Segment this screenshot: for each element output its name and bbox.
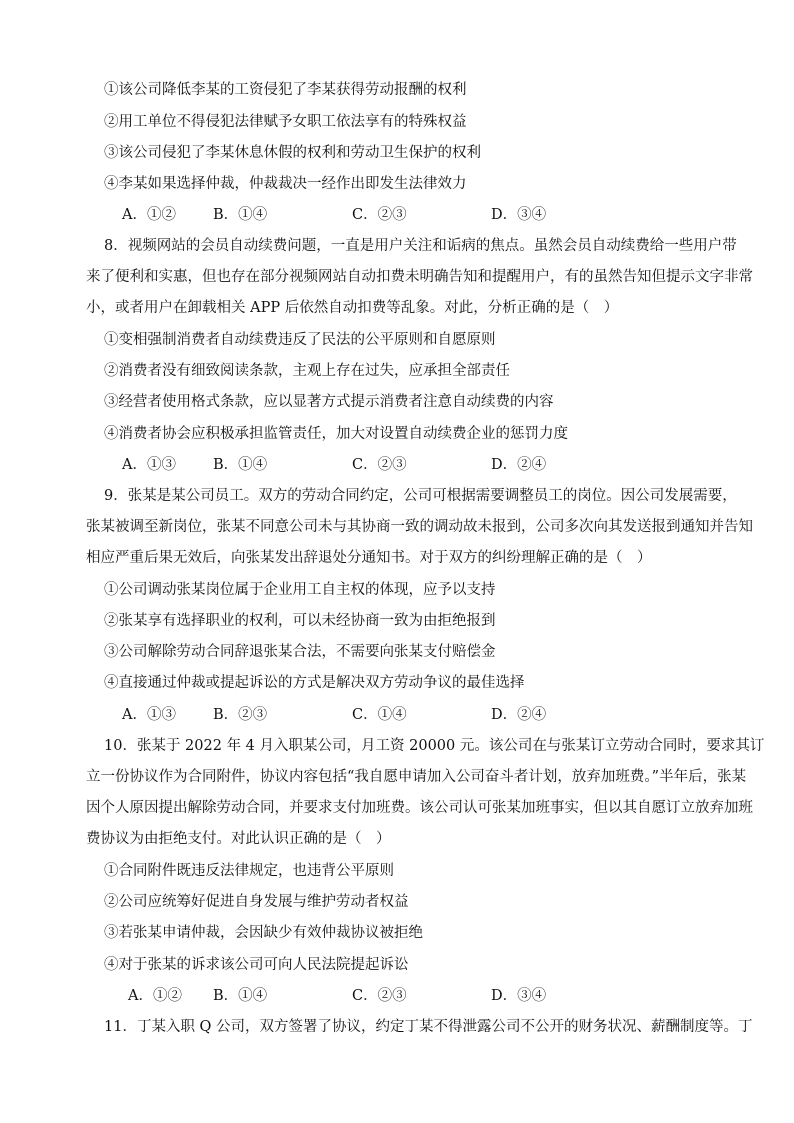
- q7-statement-3: ③该公司侵犯了李某休息休假的权利和劳动卫生保护的权利: [104, 145, 481, 161]
- q9-answer-c: C．①④: [352, 707, 407, 723]
- q9-statement-1: ①公司调动张某岗位属于企业用工自主权的体现，应予以支持: [104, 582, 496, 598]
- q8-answer-d: D．②④: [491, 457, 547, 473]
- q11-stem-line-1: 11．丁某入职 Q 公司，双方签署了协议，约定丁某不得泄露公司不公开的财务状况、薪酬制度等。丁: [104, 1019, 753, 1035]
- q9-answer-b: B．②③: [213, 707, 268, 723]
- q10-statement-4: ④对于张某的诉求该公司可向人民法院提起诉讼: [104, 957, 409, 973]
- q8-stem-line-1: 8．视频网站的会员自动续费问题，一直是用户关注和诟病的焦点。虽然会员自动续费给一些用户带: [104, 238, 737, 254]
- q10-stem-line-1: 10．张某于 2022 年 4 月入职某公司，月工资 20000 元。该公司在与张某订立劳动合同时，要求其订: [104, 738, 765, 754]
- q10-answer-b: B．①④: [213, 988, 268, 1004]
- q9-answer-d: D．②④: [491, 707, 547, 723]
- q7-statement-1: ①该公司降低李某的工资侵犯了李某获得劳动报酬的权利: [104, 82, 467, 98]
- q7-answer-a: A．①②: [122, 207, 176, 223]
- q8-statement-4: ④消费者协会应积极承担监管责任，加大对设置自动续费企业的惩罚力度: [104, 426, 568, 442]
- q8-statement-1: ①变相强制消费者自动续费违反了民法的公平原则和自愿原则: [104, 332, 496, 348]
- q8-statement-3: ③经营者使用格式条款，应以显著方式提示消费者注意自动续费的内容: [104, 394, 554, 410]
- q7-answer-b: B．①④: [213, 207, 268, 223]
- q8-statement-2: ②消费者没有细致阅读条款，主观上存在过失，应承担全部责任: [104, 363, 510, 379]
- q10-answer-d: D．③④: [491, 988, 547, 1004]
- q8-stem-line-3: 小，或者用户在卸载相关 APP 后依然自动扣费等乱象。对此，分析正确的是（ ）: [86, 300, 619, 316]
- q9-stem-line-3: 相应严重后果无效后，向张某发出辞退处分通知书。对于双方的纠纷理解正确的是（ ）: [86, 550, 652, 566]
- q10-statement-1: ①合同附件既违反法律规定，也违背公平原则: [104, 863, 394, 879]
- q8-stem-line-2: 来了便利和实惠，但也存在部分视频网站自动扣费未明确告知和提醒用户，有的虽然告知但提示文字非常: [86, 269, 753, 285]
- q9-statement-2: ②张某享有选择职业的权利，可以未经协商一致为由拒绝报到: [104, 613, 496, 629]
- q9-stem-line-2: 张某被调至新岗位，张某不同意公司未与其协商一致的调动故未报到，公司多次向其发送报到通知并告知: [86, 519, 753, 535]
- q10-statement-3: ③若张某申请仲裁，会因缺少有效仲裁协议被拒绝: [104, 925, 423, 941]
- q10-statement-2: ②公司应统筹好促进自身发展与维护劳动者权益: [104, 894, 409, 910]
- q9-answer-a: A．①③: [122, 707, 176, 723]
- q10-stem-line-2: 立一份协议作为合同附件，协议内容包括“我自愿申请加入公司奋斗者计划，放弃加班费。”半年后，张某: [86, 769, 747, 785]
- q8-answer-b: B．①④: [213, 457, 268, 473]
- q8-answer-c: C．②③: [352, 457, 407, 473]
- q8-answer-a: A．①③: [122, 457, 176, 473]
- q10-answer-c: C．②③: [352, 988, 407, 1004]
- q7-statement-2: ②用工单位不得侵犯法律赋予女职工依法享有的特殊权益: [104, 114, 467, 130]
- q9-statement-3: ③公司解除劳动合同辞退张某合法，不需要向张某支付赔偿金: [104, 644, 496, 660]
- q7-answer-c: C．②③: [352, 207, 407, 223]
- q9-statement-4: ④直接通过仲裁或提起诉讼的方式是解决双方劳动争议的最佳选择: [104, 675, 525, 691]
- q10-answer-a: A．①②: [128, 988, 182, 1004]
- q10-stem-line-4: 费协议为由拒绝支付。对此认识正确的是（ ）: [86, 831, 391, 847]
- q10-stem-line-3: 因个人原因提出解除劳动合同，并要求支付加班费。该公司认可张某加班事实，但以其自愿订立放弃加班: [86, 800, 753, 816]
- q9-stem-line-1: 9．张某是某公司员工。双方的劳动合同约定，公司可根据需要调整员工的岗位。因公司发展需要，: [104, 488, 737, 504]
- q7-statement-4: ④李某如果选择仲裁，仲裁裁决一经作出即发生法律效力: [104, 176, 467, 192]
- q7-answer-d: D．③④: [491, 207, 547, 223]
